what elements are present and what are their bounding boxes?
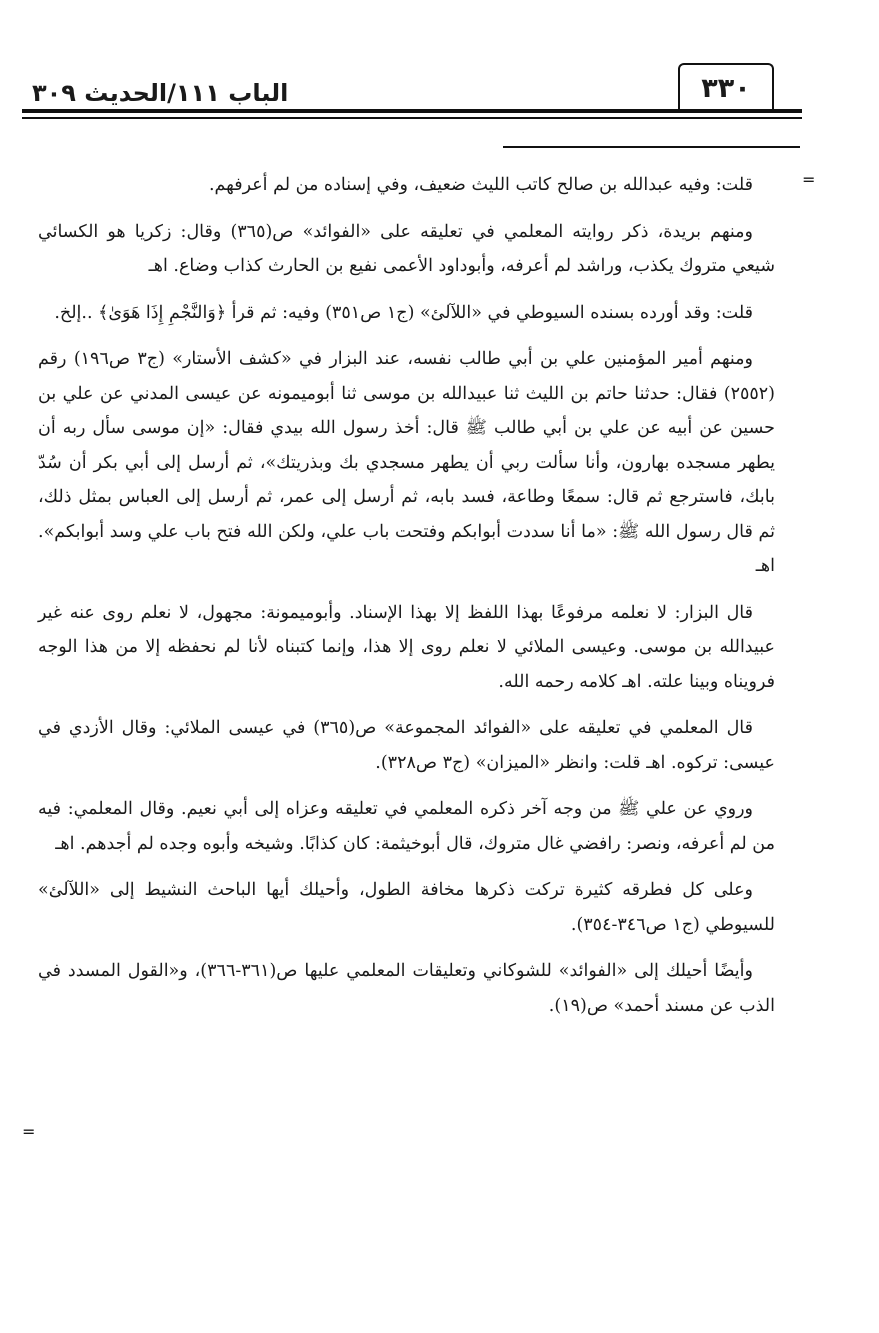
margin-mark-top: = bbox=[802, 170, 816, 189]
margin-mark-bottom: = bbox=[22, 1122, 36, 1141]
running-title: الباب ١١١/الحديث ٣٠٩ bbox=[32, 79, 289, 107]
paragraph: وأيضًا أحيلك إلى «الفوائد» للشوكاني وتعليقات المعلمي عليها ص(٣٦١-٣٦٦)، و«القول المسدد في الذب عن مسند أحمد» ص(١٩). bbox=[38, 961, 775, 1016]
paragraph: ومنهم بريدة، ذكر روايته المعلمي في تعليقه على «الفوائد» ص(٣٦٥) وقال: زكريا هو الكسائي شيعي متروك يكذب، وراشد لم أعرفه، وأبوداود الأعمى نفيع بن الحارث كذاب وضاع. اهـ bbox=[38, 221, 775, 276]
header-rule-thick bbox=[22, 109, 802, 113]
footnote-separator bbox=[503, 146, 800, 148]
paragraph: قال البزار: لا نعلمه مرفوعًا بهذا اللفظ إلا بهذا الإسناد. وأبوميمونة: مجهول، لا نعلم روى عنه غير عبيدالله بن موسى. وعيسى الملائي لا نعلم روى إلا هذا، وإنما كتبناه لأنا لم نحفظه إلا من هذا الوجه فرويناه وبينا علته. اهـ كلامه رحمه الله. bbox=[38, 602, 775, 692]
paragraph: وروي عن علي ﷺ من وجه آخر ذكره المعلمي في تعليقه وعزاه إلى أبي نعيم. وقال المعلمي: فيه من لم أعرفه، ونصر: رافضي غال متروك، قال أبوخيثمة: كان كذابًا. وشيخه وأبوه وجده لم أجدهم. اهـ bbox=[38, 799, 775, 854]
paragraph: قال المعلمي في تعليقه على «الفوائد المجموعة» ص(٣٦٥) في عيسى الملائي: وقال الأزدي في عيسى: تركوه. اهـ قلت: وانظر «الميزان» (ج٣ ص٣٢٨). bbox=[38, 718, 775, 773]
paragraph: وعلى كل فطرقه كثيرة تركت ذكرها مخافة الطول، وأحيلك أيها الباحث النشيط إلى «اللآلئ» للسيوطي (ج١ ص٣٤٦-٣٥٤). bbox=[38, 880, 775, 935]
text-body bbox=[38, 168, 775, 1035]
header-rule-thin bbox=[22, 117, 802, 119]
paragraph: قلت: وقد أورده بسنده السيوطي في «اللآلئ» (ج١ ص٣٥١) وفيه: ثم قرأ ﴿وَالنَّجْمِ إِذَا هَوَىٰ﴾ ..إلخ. bbox=[54, 302, 753, 323]
page-number: ٣٣٠ bbox=[678, 63, 774, 111]
page-header bbox=[22, 55, 802, 127]
paragraph: ومنهم أمير المؤمنين علي بن أبي طالب نفسه، عند البزار في «كشف الأستار» (ج٣ ص١٩٦) رقم (٢٥٥٢) فقال: حدثنا حاتم بن الليث ثنا عبيدالله بن موسى ثنا أبوميمونه عن عيسى المدني عن علي بن حسين عن أبيه عن علي بن أبي طالب ﷺ قال: أخذ رسول الله بيدي فقال: «إن موسى سأل ربه أن يطهر مسجده بهارون، وأنا سألت ربي أن يطهر مسجدي بك وبذريتك»، ثم أرسل إلى أبي بكر أن سُدّ بابك، فاسترجع ثم قال: سمعًا وطاعة، فسد بابه، ثم أرسل إلى عمر، ثم أرسل إلى العباس بمثل ذلك، ثم قال رسول الله ﷺ: «ما أنا سددت أبوابكم وفتحت باب علي، ولكن الله فتح باب علي وسد أبوابكم». اهـ bbox=[38, 349, 775, 576]
paragraph: قلت: وفيه عبدالله بن صالح كاتب الليث ضعيف، وفي إسناده من لم أعرفهم. bbox=[208, 175, 753, 195]
